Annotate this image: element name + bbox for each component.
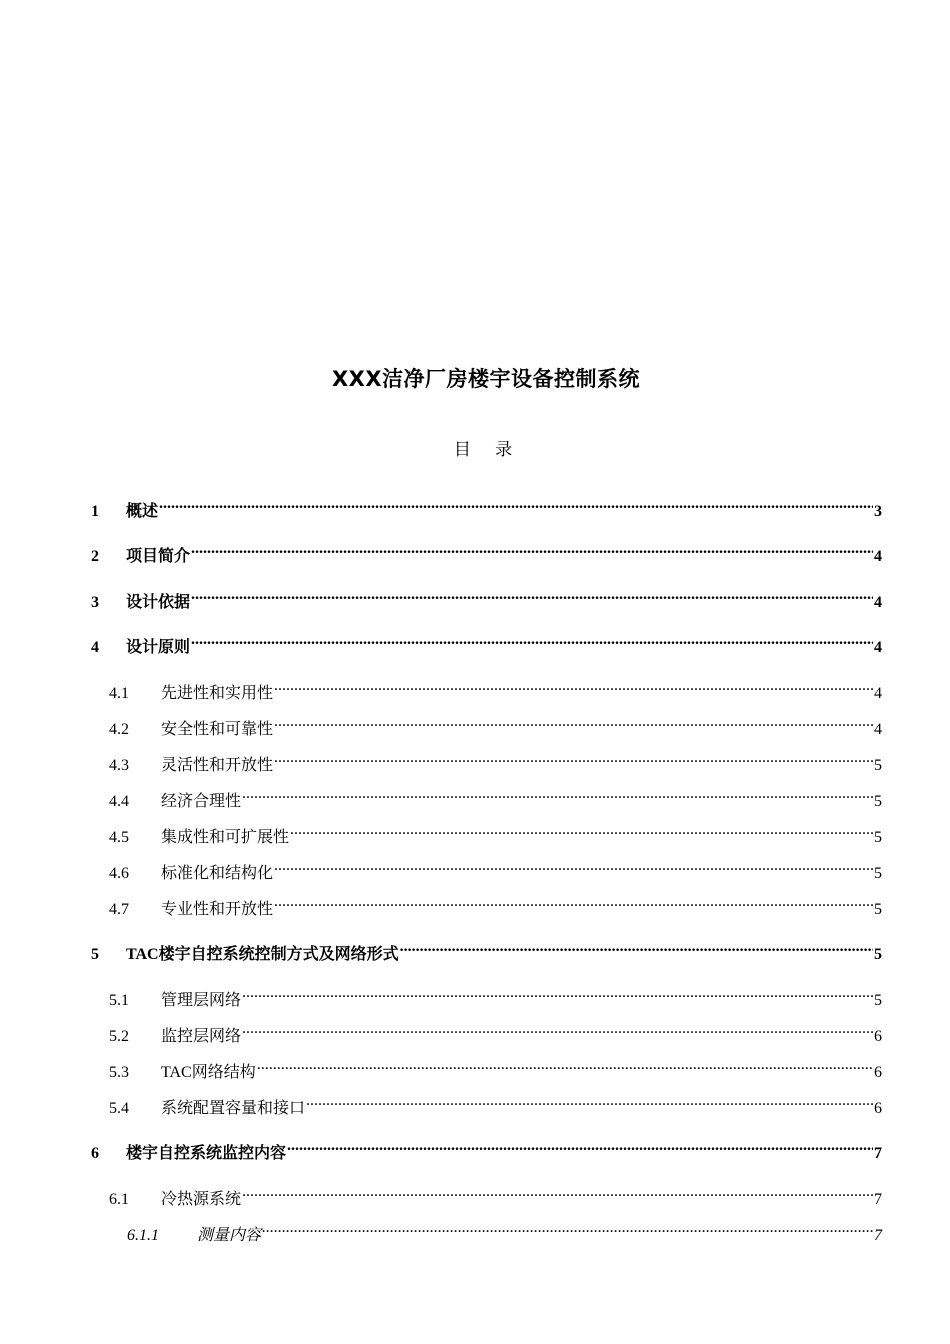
toc-entry[interactable]: [91, 583, 882, 611]
toc-entry-title: 管理层网络: [161, 992, 242, 1009]
toc-entry-page: 5: [874, 992, 882, 1009]
toc-entry-page: 5: [874, 829, 882, 846]
toc-dot-leader: [274, 674, 873, 698]
toc-dot-leader: [274, 710, 873, 734]
toc-entry-title: 设计依据: [126, 594, 191, 611]
toc-entry[interactable]: [91, 492, 882, 520]
toc-entry-number: 4.2: [109, 721, 129, 738]
toc-entry-title: 监控层网络: [161, 1028, 242, 1045]
toc-entry-title: 标准化和结构化: [161, 865, 274, 882]
toc-entry-title: 设计原则: [126, 639, 191, 656]
toc-entry-page: 5: [874, 901, 882, 918]
toc-entry[interactable]: [91, 537, 882, 565]
toc-entry-page: 4: [874, 685, 882, 702]
toc-entry-number: 5.4: [109, 1100, 129, 1117]
toc-dot-leader: [191, 628, 873, 652]
toc-entry-title: 经济合理性: [161, 793, 242, 810]
toc-entry-title: 概述: [126, 503, 159, 520]
toc-dot-leader: [290, 818, 873, 842]
toc-heading: 目 录: [453, 440, 523, 459]
toc-entry-number: 4: [91, 639, 99, 656]
toc-entry-number: 4.4: [109, 793, 129, 810]
toc-entry[interactable]: [109, 1089, 882, 1117]
toc-entry-page: 5: [874, 757, 882, 774]
toc-entry-number: 6.1.1: [127, 1227, 159, 1244]
toc-entry-title: 灵活性和开放性: [161, 757, 274, 774]
toc-entry-number: 2: [91, 548, 99, 565]
toc-entry-title: 安全性和可靠性: [161, 721, 274, 738]
toc-entry-title: 测量内容: [197, 1227, 262, 1244]
toc-entry-number: 4.6: [109, 865, 129, 882]
toc-entry[interactable]: [127, 1216, 882, 1244]
toc-entry[interactable]: [91, 628, 882, 656]
toc-dot-leader: [191, 537, 873, 561]
toc-dot-leader: [242, 1180, 873, 1204]
toc-dot-leader: [191, 583, 873, 607]
toc-entry[interactable]: [109, 710, 882, 738]
toc-dot-leader: [400, 935, 873, 959]
toc-entry-page: 5: [874, 865, 882, 882]
toc-entry[interactable]: [109, 818, 882, 846]
toc-dot-leader: [242, 1017, 873, 1041]
toc-entry-page: 4: [874, 639, 882, 656]
toc-entry-number: 6.1: [109, 1191, 129, 1208]
toc-entry-page: 6: [874, 1100, 882, 1117]
toc-entry-title: TAC楼宇自控系统控制方式及网络形式: [126, 946, 399, 963]
toc-entry-page: 4: [874, 594, 882, 611]
toc-dot-leader: [242, 981, 873, 1005]
toc-entry-page: 6: [874, 1064, 882, 1081]
toc-entry-title: TAC网络结构: [161, 1064, 256, 1081]
toc-dot-leader: [274, 890, 873, 914]
toc-entry[interactable]: [109, 854, 882, 882]
toc-entry-page: 5: [874, 793, 882, 810]
toc-entry[interactable]: [91, 1134, 882, 1162]
toc-entry-title: 冷热源系统: [161, 1191, 242, 1208]
toc-entry-page: 6: [874, 1028, 882, 1045]
toc-entry-number: 5.3: [109, 1064, 129, 1081]
toc-dot-leader: [306, 1089, 873, 1113]
toc-entry-number: 4.3: [109, 757, 129, 774]
toc-entry[interactable]: [109, 674, 882, 702]
toc-entry-number: 4.1: [109, 685, 129, 702]
toc-entry[interactable]: [109, 981, 882, 1009]
document-title: XXX洁净厂房楼宇设备控制系统: [331, 367, 641, 391]
toc-entry-title: 专业性和开放性: [161, 901, 274, 918]
toc-entry[interactable]: [109, 746, 882, 774]
toc-entry-page: 7: [874, 1227, 882, 1244]
toc-entry-page: 4: [874, 721, 882, 738]
toc-entry[interactable]: [91, 935, 882, 963]
toc-entry[interactable]: [109, 782, 882, 810]
toc-dot-leader: [159, 492, 873, 516]
toc-entry-number: 4.7: [109, 901, 129, 918]
toc-dot-leader: [262, 1216, 873, 1240]
toc-entry-page: 3: [874, 503, 882, 520]
toc-dot-leader: [257, 1053, 873, 1077]
toc-entry-number: 5.1: [109, 992, 129, 1009]
toc-dot-leader: [274, 746, 873, 770]
toc-entry-number: 5: [91, 946, 99, 963]
toc-entry-page: 7: [874, 1191, 882, 1208]
toc-entry[interactable]: [109, 1180, 882, 1208]
toc-entry-title: 先进性和实用性: [161, 685, 274, 702]
toc-entry[interactable]: [109, 1053, 882, 1081]
toc-entry-number: 6: [91, 1145, 99, 1162]
toc-entry-number: 4.5: [109, 829, 129, 846]
toc-entry-number: 3: [91, 594, 99, 611]
toc-entry-title: 楼宇自控系统监控内容: [126, 1145, 287, 1162]
toc-dot-leader: [242, 782, 873, 806]
toc-entry-number: 1: [91, 503, 99, 520]
toc-entry-page: 7: [874, 1145, 882, 1162]
toc-entry-number: 5.2: [109, 1028, 129, 1045]
toc-entry-page: 4: [874, 548, 882, 565]
toc-dot-leader: [274, 854, 873, 878]
toc-dot-leader: [287, 1134, 873, 1158]
toc-entry[interactable]: [109, 1017, 882, 1045]
toc-entry-title: 系统配置容量和接口: [161, 1100, 306, 1117]
toc-entry[interactable]: [109, 890, 882, 918]
toc-entry-title: 项目简介: [126, 548, 191, 565]
toc-entry-page: 5: [874, 946, 882, 963]
toc-entry-title: 集成性和可扩展性: [161, 829, 290, 846]
